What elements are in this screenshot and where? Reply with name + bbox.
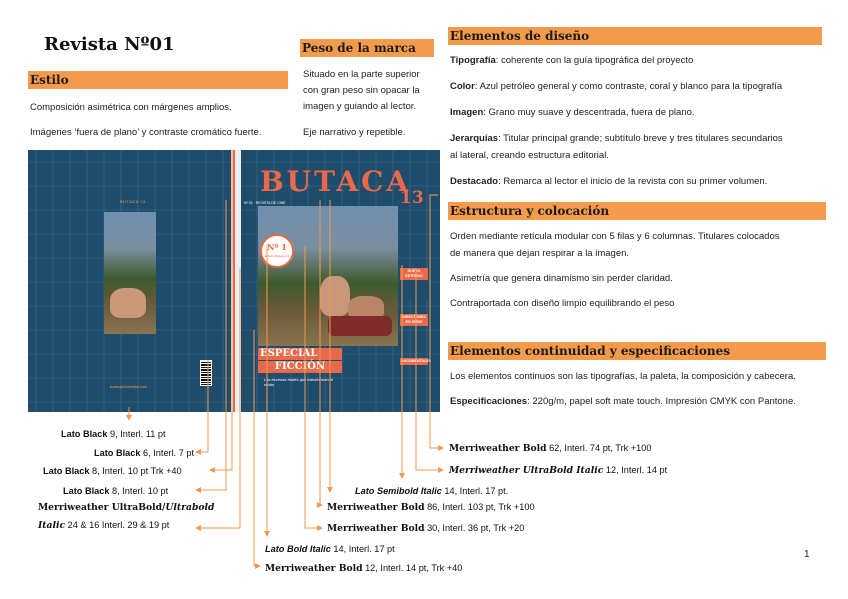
color-label: Color (450, 81, 475, 92)
cover-badge-text: Edición Butaca 13 (264, 254, 290, 258)
leader-line (305, 246, 322, 528)
annotation-2-font: Lato Black (94, 448, 141, 458)
annotation-7-spec: 12, Interl. 14 pt, Trk +40 (362, 563, 463, 573)
cover-side-headline-1-title: NUEVO ESTRENO (400, 268, 428, 280)
annotation-4 (63, 485, 168, 498)
annotation-8 (355, 485, 508, 498)
annotation-5-spec: 24 & 16 Interl. 29 & 19 pt (65, 520, 170, 530)
annotation-1-font: Lato Black (61, 429, 108, 439)
peso-text-1b: con gran peso sin opacar la (303, 85, 420, 96)
annotation-11-font: Merriweather Bold (449, 443, 547, 454)
cover-masthead: BUTACA (260, 165, 412, 198)
leader-line (196, 360, 208, 452)
imagen-label: Imagen (450, 107, 484, 118)
estilo-heading: Estilo (28, 71, 288, 89)
annotation-8-spec: 14, Interl. 17 pt. (441, 486, 509, 496)
peso-text-1a: Situado en la parte superior (303, 69, 420, 80)
annotation-2-spec: 6, Interl. 7 pt (140, 448, 195, 458)
peso-heading: Peso de la marca (300, 39, 434, 57)
annotation-5 (38, 501, 214, 514)
cover-especial-subtitle: Las escenas reales que transforman el relato (264, 377, 333, 387)
tipografia-value: : coherente con la guía tipográfica del proyecto (495, 55, 694, 66)
leader-line (196, 200, 226, 490)
leader-line (430, 195, 443, 448)
color-value: : Azul petróleo general y como contraste, coral y blanco para la tipografía (474, 81, 783, 92)
annotation-12-spec: 12, Interl. 14 pt (603, 465, 668, 475)
continuidad-heading: Elementos continuidad y especificaciones (448, 342, 826, 360)
annotation-3-spec: 8, Interl. 10 pt Trk +40 (89, 466, 182, 476)
annotation-9 (327, 501, 535, 514)
back-cover-footer: butaca13revista.com (110, 384, 147, 389)
estilo-text-1: Composición asimétrica con márgenes amplios. (30, 102, 232, 113)
annotation-6-font: Lato Bold Italic (265, 544, 331, 554)
cover-especial: ESPECIAL (258, 348, 342, 360)
annotation-8-font: Lato Semibold Italic (355, 486, 442, 496)
annotation-12 (449, 464, 667, 477)
peso-text-2: Eje narrativo y repetible. (303, 127, 406, 138)
annotation-3 (43, 465, 182, 478)
jerarquias-text-2: al lateral, creando estructura editorial. (450, 150, 609, 161)
destacado-value: : Remarca al lector el inicio de la revista con su primer volumen. (498, 176, 768, 187)
leader-line (210, 150, 232, 470)
page-title: Revista Nº01 (44, 34, 175, 55)
annotation-6-spec: 14, Interl. 17 pt (330, 544, 395, 554)
annotation-11 (449, 442, 651, 455)
jerarquias-label: Jerarquías (450, 133, 499, 144)
annotation-7-font: Merriweather Bold (265, 563, 363, 574)
annotation-5-font-italic: Ultrabold (165, 502, 215, 513)
cover-issue-number: 13 (400, 188, 424, 208)
annotation-4-spec: 8, Interl. 10 pt (109, 486, 169, 496)
annotation-1-spec: 9, Interl. 11 pt (107, 429, 166, 439)
jerarquias-value: : Titular principal grande; subtítulo breve y tres titulares secundarios (498, 133, 783, 144)
annotation-6 (265, 543, 395, 556)
destacado-label: Destacado (450, 176, 499, 187)
annotation-7 (265, 562, 462, 575)
especificaciones-label: Especificaciones (450, 396, 528, 407)
estilo-text-2: Imágenes ‘fuera de plano’ y contraste cromático fuerte. (30, 127, 262, 138)
estructura-text-1a: Orden mediante retícula modular con 5 filas y 6 columnas. Titulares colocados (450, 231, 780, 242)
cover-ficcion: FICCIÓN (258, 361, 342, 373)
cover-side-headline-3-title: DOCUMENTALES (401, 359, 432, 363)
continuidad-text-1: Los elementos continuos son las tipografías, la paleta, la composición y cabecera. (450, 371, 796, 382)
estructura-text-1b: de manera que dejan respirar a la imagen. (450, 248, 630, 259)
leader-line (254, 330, 260, 566)
annotation-10-font: Merriweather Bold (327, 523, 425, 534)
annotation-5-line-2 (38, 519, 169, 532)
annotation-9-font: Merriweather Bold (327, 502, 425, 513)
cover-side-headline-2-title: DIRECTORES EN SERIE (400, 314, 428, 326)
annotation-9-spec: 86, Interl. 103 pt, Trk +100 (424, 502, 535, 512)
page-number: 1 (804, 549, 810, 560)
cover-badge-number: Nº 1 (267, 242, 287, 252)
annotation-11-spec: 62, Interl. 74 pt, Trk +100 (546, 443, 652, 453)
leader-line (196, 268, 240, 528)
leader-line (320, 200, 322, 505)
estructura-text-3: Contraportada con diseño limpio equilibrando el peso (450, 298, 675, 309)
peso-text-1c: imagen y guiando al lector. (303, 101, 417, 112)
estructura-heading: Estructura y colocación (448, 202, 826, 220)
imagen-value: : Grano muy suave y descentrada, fuera de plano. (483, 107, 695, 118)
estructura-text-2: Asimetría que genera dinamismo sin perder claridad. (450, 273, 673, 284)
annotation-5-font: Merriweather UltraBold/ (38, 502, 166, 513)
annotation-3-font: Lato Black (43, 466, 90, 476)
annotation-12-font: Merriweather UltraBold Italic (449, 465, 604, 476)
cover-top-strip: Nº 01 · REVISTA DE CINE (244, 201, 286, 205)
annotation-10-spec: 30, Interl. 36 pt, Trk +20 (424, 523, 525, 533)
especificaciones-value: : 220g/m, papel soft mate touch. Impresión CMYK con Pantone. (527, 396, 796, 407)
annotation-1 (61, 428, 166, 441)
annotation-2 (94, 447, 194, 460)
tipografia-label: Tipografía (450, 55, 496, 66)
annotation-5-font-italic-2: Italic (38, 520, 66, 531)
annotation-10 (327, 522, 524, 535)
annotation-4-font: Lato Black (63, 486, 110, 496)
elementos-heading: Elementos de diseño (448, 27, 822, 45)
back-cover-label: BUTACA 13 (120, 199, 146, 204)
